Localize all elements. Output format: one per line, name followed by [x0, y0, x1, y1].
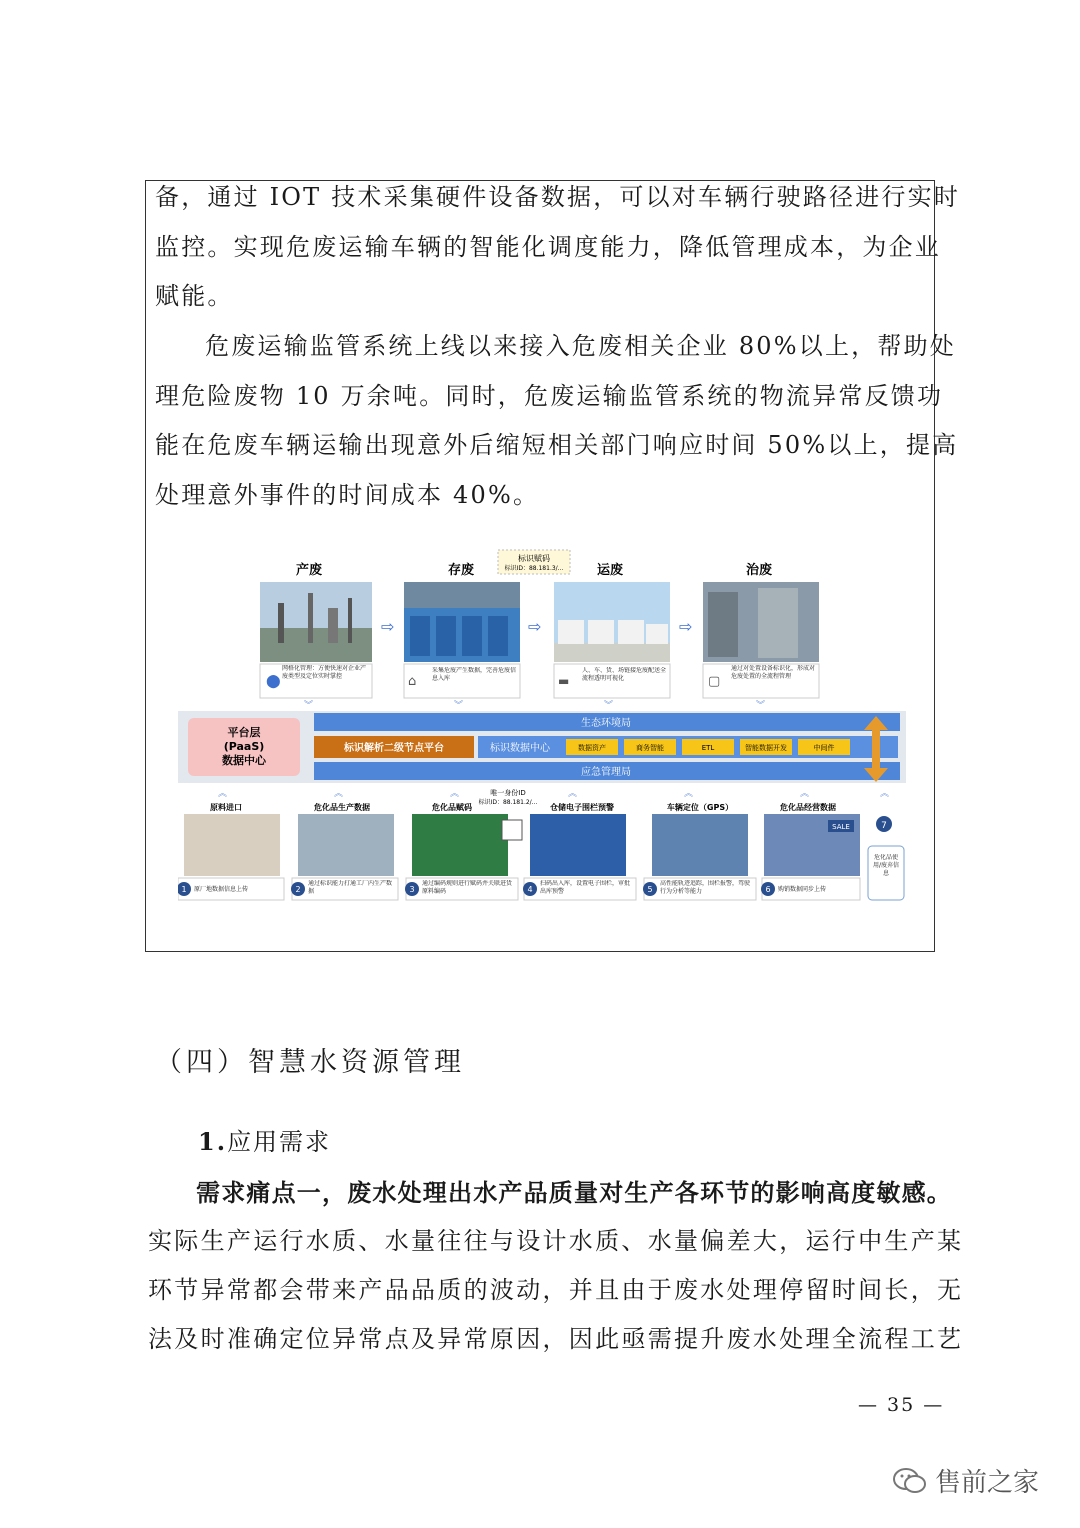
step-title: 危化品生产数据: [314, 803, 370, 812]
step-title: 原料进口: [210, 803, 242, 812]
step-photo-5: [652, 814, 748, 876]
subsection-heading: [198, 1122, 331, 1157]
stage-title: 运废: [596, 563, 624, 578]
platform-label-line: (PaaS): [223, 740, 265, 753]
stage-desc-3: ▬ 人、车、货、场链接危废配送全流程透明可视化: [554, 664, 670, 698]
step-title: 危化品经营数据: [780, 803, 836, 812]
svg-text:︽: ︽: [880, 789, 890, 799]
svg-text:︾: ︾: [304, 701, 314, 711]
wechat-icon: [893, 1467, 927, 1495]
svg-text:︽: ︽: [568, 789, 578, 799]
warehouse-icon: ⌂: [408, 674, 417, 689]
id-tag-id: 标识ID：88.181.3/...: [504, 565, 564, 572]
step-title: 车辆定位（GPS）: [666, 803, 734, 812]
svg-text:︽: ︽: [450, 789, 460, 799]
stage-photo-2: [404, 582, 520, 662]
watermark: [893, 1462, 1039, 1499]
stage-title: 存废: [447, 563, 475, 578]
node-platform-label: 标识解析二级节点平台: [344, 743, 444, 754]
svg-text:︾: ︾: [756, 701, 766, 711]
paragraph-line: 能在危废车辆运输出现意外后缩短相关部门响应时间 50%以上，提高: [155, 431, 959, 459]
platform-chip-label: ETL: [701, 744, 715, 752]
unique-id-title: 唯一身份ID: [490, 789, 526, 797]
paragraph-1: [155, 173, 961, 322]
stage-photo-4: [703, 582, 819, 662]
lead-sentence: 需求痛点一，废水处理出水产品质量对生产各环节的影响高度敏感。: [196, 1178, 952, 1207]
platform-label-line: 数据中心: [222, 754, 266, 767]
svg-text:︽: ︽: [218, 789, 228, 799]
step-num: 1: [181, 885, 187, 894]
map-pin-icon: ⬤: [266, 674, 281, 689]
arrow-right-icon: ⇨: [528, 617, 542, 636]
step-title: 危化品赋码: [432, 803, 472, 812]
step-num: 2: [295, 885, 301, 894]
svg-text:︽: ︽: [800, 789, 810, 799]
step-photo-4: [530, 814, 626, 876]
stage-desc-2: ⌂ 采集危废产生数据，完善危废信息入库: [404, 664, 520, 698]
platform-chip-label: 数据资产: [578, 744, 606, 752]
sale-label: SALE: [832, 823, 850, 831]
platform-chip-label: 智能数据开发: [745, 744, 787, 752]
truck-icon: ▬: [558, 674, 570, 688]
paragraph-line: 监控。实现危废运输车辆的智能化调度能力，降低管理成本，为企业: [155, 232, 941, 261]
arrow-right-icon: ⇨: [381, 617, 395, 636]
stage-desc-4: ▢ 通过对处置设备标识化，形成对危废处置的全流程管理: [703, 664, 819, 698]
step-photo-2: [298, 814, 394, 876]
section-body: [148, 1168, 964, 1364]
qr-code-icon: [502, 820, 522, 840]
watermark-text: 售前之家: [935, 1468, 1040, 1498]
svg-text:︽: ︽: [684, 789, 694, 799]
stage-title: 治废: [745, 563, 773, 578]
process-diagram: 产废 存废 运废 治废 标识赋码 标识ID：88.181.3/... ⇨ ⇨ ⇨ ⬤ 网格化管理：方便快速对企业产废类型及定位实时掌控 ⌂ 采集危废产生数据，完善危废信息入库 ▬ 人、车、货、场链接危废配送全流程透明可视化 ▢ 通过对处置设备标识化，形成对危废处置的全流程管理 ︾ ︾ ︾ ︾ 平台层 (PaaS) 数据中心 生态环境局 标识解析二级节点平台 标识数据中心 数据资产 商务智能 ETL 智能数据开发 中间件 应急管理局 ︽ ︽ ︽ ︽ ︽ ︽ ︽ 唯一身份ID 标识ID：88.181.2/... 原料进口 危化品生产数据 危化品赋码 仓储电子围栏预警 车辆定位（GPS） 危化品经营数据 SALE 7 1 2 3 4 5 6 原厂地数据信息上传 通过标识能力打通工厂内生产数据 通过编码规则进行赋码并关联进货原料编码 扫码出入库，设置电子围栏，审批出库预警 高性能轨迹追踪，围栏报警，驾驶行为分析等能力 购销数据同步上传 危化品使用/废弃信息: [178, 548, 908, 904]
body-line: 法及时准确定位异常点及异常原因，因此亟需提升废水处理全流程工艺: [148, 1325, 964, 1353]
paragraph-line: 备，通过 IOT 技术采集硬件设备数据，可以对车辆行驶路径进行实时: [155, 183, 961, 211]
subsection-text: 应用需求: [227, 1128, 332, 1156]
stage-title: 产废: [295, 563, 323, 578]
section-heading: （四）智慧水资源管理: [155, 1047, 465, 1078]
step-photo-1: [184, 814, 280, 876]
paragraph-line: 理危险废物 10 万余吨。同时，危废运输监管系统的物流异常反馈功: [155, 381, 944, 410]
arrow-right-icon: ⇨: [679, 617, 693, 636]
step-num: 3: [409, 885, 415, 894]
step-num: 6: [765, 885, 771, 894]
stage-photo-3: [554, 582, 670, 662]
paragraph-2: [155, 322, 959, 520]
page-number: — 35 —: [858, 1394, 945, 1416]
platform-chip-label: 中间件: [813, 744, 835, 752]
step-num: 4: [527, 885, 533, 894]
stage-photo-1: [260, 582, 372, 662]
paragraph-line: 危废运输监管系统上线以来接入危废相关企业 80%以上，帮助处: [205, 332, 956, 360]
paragraph-line: 赋能。: [155, 282, 234, 310]
unique-id-value: 标识ID：88.181.2/...: [478, 799, 538, 806]
step-num: 5: [647, 885, 653, 894]
paragraph-line: 处理意外事件的时间成本 40%。: [155, 480, 540, 509]
stage-desc-1: ⬤ 网格化管理：方便快速对企业产废类型及定位实时掌控: [260, 664, 372, 698]
double-arrow-icon: [872, 726, 880, 772]
body-line: 环节异常都会带来产品品质的波动，并且由于废水处理停留时间长，无: [148, 1276, 964, 1304]
bin-icon: ▢: [708, 674, 721, 689]
step-title: 仓储电子围栏预警: [550, 803, 614, 812]
step-photo-3: [412, 814, 508, 876]
platform-chip-label: 商务智能: [636, 744, 664, 752]
svg-text:︾: ︾: [454, 701, 464, 711]
data-center-label: 标识数据中心: [490, 743, 550, 754]
svg-text:︽: ︽: [334, 789, 344, 799]
svg-text:︾: ︾: [604, 701, 614, 711]
platform-label-line: 平台层: [227, 726, 261, 739]
svg-text:7: 7: [881, 821, 887, 831]
id-tag-title: 标识赋码: [518, 554, 550, 563]
subsection-number: 1.: [198, 1127, 228, 1156]
body-line: 实际生产运行水质、水量往往与设计水质、水量偏差大，运行中生产某: [148, 1227, 964, 1255]
bottom-bar-label: 应急管理局: [581, 767, 631, 778]
top-bar-label: 生态环境局: [581, 718, 631, 729]
